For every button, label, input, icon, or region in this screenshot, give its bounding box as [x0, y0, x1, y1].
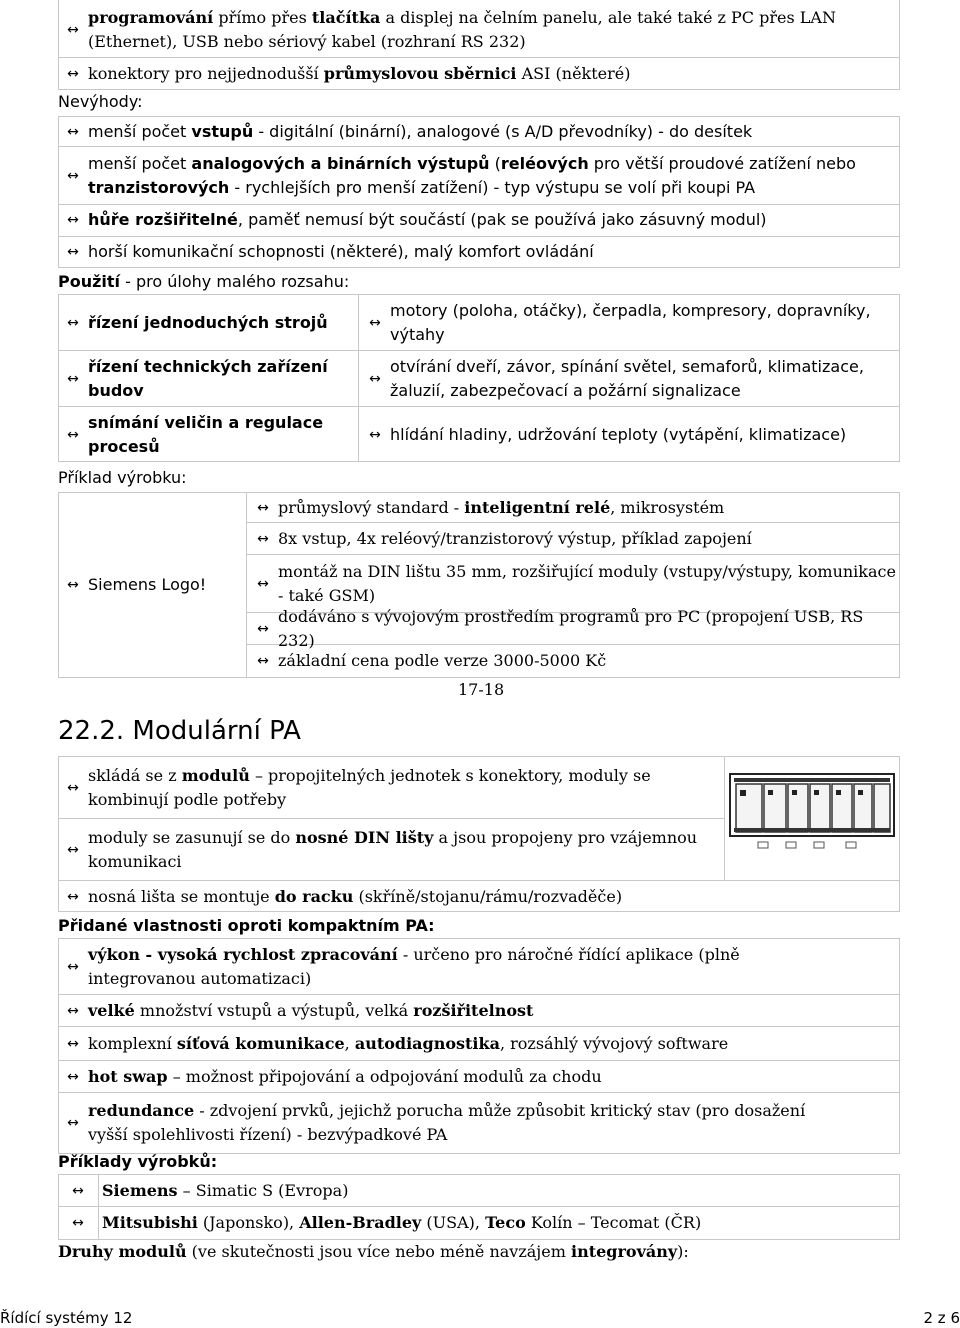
text-run: dodáváno s vývojovým prostředím programů pro PC (propojení USB, RS 232) [278, 607, 864, 650]
pouziti-right-cell [360, 296, 890, 350]
list-item-text [88, 999, 898, 1023]
arrow-icon: ↔ [67, 889, 79, 905]
text-run: 8x vstup, 4x reléový/tranzistorový výstup, příklad zapojení [278, 529, 752, 548]
text-run: – Simatic S (Evropa) [177, 1181, 349, 1200]
list-item-text [88, 764, 724, 812]
list-item [58, 60, 898, 88]
pouziti-left-text: řízení jednoduchých strojů [88, 313, 328, 332]
arrow-icon: ↔ [369, 427, 381, 443]
text-run: , paměť nemusí být součástí (pak se používá jako zásuvný modul) [237, 210, 767, 229]
divider [58, 350, 900, 351]
druhy-text: ): [677, 1242, 689, 1261]
bold-text: síťová komunikace [176, 1034, 345, 1053]
section-title: 22.2. Modulární PA [58, 716, 301, 746]
arrow-icon: ↔ [257, 531, 269, 547]
arrow-icon: ↔ [257, 500, 269, 516]
bold-text: inteligentní relé [464, 498, 611, 517]
arrow-icon: ↔ [67, 168, 79, 184]
list-item [58, 882, 898, 912]
text-run: menší počet [88, 122, 192, 141]
list-item [248, 524, 898, 554]
text-run: moduly se zasunují se do [88, 828, 296, 847]
bold-text: modulů [181, 766, 250, 785]
list-item [58, 1176, 898, 1206]
text-run: a jsou propojeny pro vzájemnou komunikaci [88, 828, 698, 871]
bold-text: Allen-Bradley [299, 1213, 422, 1232]
bold-text: průmyslovou sběrnici [323, 64, 517, 83]
product-label [58, 492, 246, 678]
bold-text: hot swap [88, 1067, 168, 1086]
text-run: komplexní [88, 1034, 177, 1053]
arrow-icon: ↔ [369, 315, 381, 331]
arrow-icon: ↔ [67, 124, 79, 140]
divider [58, 1060, 900, 1061]
list-item-text [88, 1099, 838, 1147]
druhy-line [58, 1240, 689, 1264]
bold-text: programování [88, 8, 214, 27]
text-run: montáž na DIN lištu 35 mm, rozšiřující moduly (vstupy/výstupy, komunikace - také GSM) [278, 562, 896, 605]
arrow-icon: ↔ [67, 371, 79, 387]
page-number: 17-18 [458, 680, 505, 699]
bold-text: vstupů [191, 122, 254, 141]
arrow-icon: ↔ [67, 780, 79, 796]
arrow-icon: ↔ [369, 371, 381, 387]
bold-text: tlačítka [311, 8, 381, 27]
pouziti-right-text: hlídání hladiny, udržování teploty (vytápění, klimatizace) [390, 425, 847, 444]
list-item [248, 556, 898, 612]
text-run: (USA), [421, 1213, 486, 1232]
pouziti-right-text: motory (poloha, otáčky), čerpadla, kompresory, dopravníky, výtahy [390, 301, 871, 344]
bold-text: Siemens [102, 1181, 178, 1200]
text-run: - digitální (binární), analogové (s A/D převodníky) - do desítek [253, 122, 753, 141]
list-item-text [88, 885, 898, 909]
text-run: ASI (některé) [516, 64, 631, 83]
divider [246, 554, 900, 555]
list-item [58, 1028, 898, 1060]
footer-left: Řídící systémy 12 [0, 1309, 133, 1327]
pouziti-left-text: snímání veličin a regulace procesů [88, 413, 324, 456]
druhy-text: (ve skutečnosti jsou více nebo méně navzájem [186, 1242, 571, 1261]
text-run: pro větší proudové zatížení nebo [588, 154, 856, 173]
bold-text: hůře rozšiřitelné [88, 210, 238, 229]
arrow-icon: ↔ [257, 576, 269, 592]
pouziti-heading-rest: - pro úlohy malého rozsahu: [120, 272, 350, 291]
list-item-text [88, 943, 838, 991]
text-run: a displej na čelním panelu, ale také také z PC přes LAN (Ethernet), USB nebo sériový kabel (rozhraní RS 232) [88, 8, 836, 51]
pouziti-right-cell [360, 352, 890, 406]
list-item-text [88, 208, 898, 232]
arrow-icon: ↔ [72, 1183, 84, 1199]
text-run: horší komunikační schopnosti (některé), malý komfort ovládání [88, 242, 594, 261]
list-item-text [88, 240, 898, 264]
text-run: – propojitelných jednotek s konektory, moduly se kombinují podle potřeby [88, 766, 651, 809]
priklad-heading: Příklad výrobku: [58, 468, 187, 487]
arrow-icon: ↔ [67, 66, 79, 82]
bold-text: redundance [88, 1101, 195, 1120]
text-run: (skříně/stojanu/rámu/rozvaděče) [353, 887, 623, 906]
bold-text: autodiagnostika [354, 1034, 500, 1053]
arrow-icon: ↔ [67, 244, 79, 260]
list-item [58, 940, 838, 994]
arrow-icon: ↔ [67, 842, 79, 858]
list-item-text [88, 1065, 898, 1089]
bold-text: tranzistorových [88, 178, 230, 197]
nevyhody-heading: Nevýhody: [58, 92, 143, 111]
arrow-icon: ↔ [67, 1036, 79, 1052]
list-item [58, 150, 888, 202]
pouziti-left-cell [58, 408, 348, 462]
arrow-icon: ↔ [67, 1115, 79, 1131]
list-item [58, 758, 724, 818]
text-run: - rychlejších pro menší zatížení) - typ výstupu se volí při koupi PA [229, 178, 756, 197]
list-item [58, 820, 724, 880]
divider [58, 818, 724, 819]
arrow-icon: ↔ [67, 315, 79, 331]
divider [58, 1092, 900, 1093]
modular-plc-image [728, 762, 896, 874]
list-item-text [98, 1179, 898, 1203]
list-item-text [88, 152, 888, 200]
list-item [58, 996, 898, 1026]
list-item [58, 1208, 898, 1238]
arrow-icon: ↔ [67, 22, 79, 38]
pouziti-heading-bold: Použití [58, 272, 121, 291]
divider [358, 294, 359, 462]
list-item-text [88, 62, 898, 86]
list-item-text [88, 826, 724, 874]
text-run: , mikrosystém [610, 498, 725, 517]
text-run: množství vstupů a výstupů, velká [134, 1001, 414, 1020]
text-run: - zdvojení prvků, jejichž porucha může způsobit kritický stav (pro dosažení vyšší spolehlivosti řízení) - bezvýpadkové PA [88, 1101, 806, 1144]
pouziti-right-cell [360, 408, 890, 462]
divider [58, 880, 900, 881]
arrow-icon: ↔ [257, 621, 269, 637]
divider [246, 522, 900, 523]
list-item-text [88, 1032, 898, 1056]
text-run: základní cena podle verze 3000-5000 Kč [278, 651, 607, 670]
druhy-bold: integrovány [571, 1242, 678, 1261]
druhy-bold: Druhy modulů [58, 1242, 187, 1261]
arrow-icon: ↔ [67, 577, 79, 593]
text-run: skládá se z [88, 766, 182, 785]
text-run: průmyslový standard - [278, 498, 465, 517]
text-run: konektory pro nejjednodušší [88, 64, 324, 83]
text-run: – možnost připojování a odpojování modulů za chodu [167, 1067, 602, 1086]
product-name: Siemens Logo! [88, 575, 207, 594]
list-item-text [88, 6, 898, 54]
pouziti-right-text: otvírání dveří, závor, spínání světel, semaforů, klimatizace, žaluzií, zabezpečovací a požární signalizace [390, 357, 864, 400]
text-run: , [344, 1034, 355, 1053]
pridane-heading: Přidané vlastnosti oproti kompaktním PA: [58, 916, 435, 935]
divider [58, 1206, 900, 1207]
bold-text: do racku [274, 887, 354, 906]
bold-text: Mitsubishi [102, 1213, 198, 1232]
text-run: , rozsáhlý vývojový software [499, 1034, 729, 1053]
arrow-icon: ↔ [72, 1215, 84, 1231]
list-item [248, 646, 898, 676]
bold-text: analogových a binárních výstupů [191, 154, 490, 173]
pouziti-left-cell [58, 352, 348, 406]
divider [58, 146, 900, 147]
list-item [58, 118, 898, 146]
arrow-icon: ↔ [67, 427, 79, 443]
arrow-icon: ↔ [67, 212, 79, 228]
priklady-heading: Příklady výrobků: [58, 1152, 218, 1171]
list-item-text [88, 120, 898, 144]
divider [724, 756, 725, 880]
list-item [58, 238, 898, 266]
bold-text: výkon - vysoká rychlost zpracování [88, 945, 398, 964]
bold-text: velké [88, 1001, 135, 1020]
text-run: Kolín – Tecomat (ČR) [525, 1213, 702, 1232]
text-run: menší počet [88, 154, 192, 173]
arrow-icon: ↔ [257, 653, 269, 669]
list-item-text [278, 496, 898, 520]
divider [58, 1026, 900, 1027]
arrow-icon: ↔ [67, 959, 79, 975]
divider [58, 204, 900, 205]
text-run: ( [489, 154, 501, 173]
divider [58, 994, 900, 995]
list-item [58, 1094, 838, 1152]
list-item [58, 4, 898, 56]
list-item-text [278, 649, 898, 673]
arrow-icon: ↔ [67, 1069, 79, 1085]
bold-text: rozšiřitelnost [413, 1001, 534, 1020]
text-run: nosná lišta se montuje [88, 887, 275, 906]
pouziti-heading [58, 270, 349, 294]
list-item-text [278, 560, 898, 608]
divider [58, 406, 900, 407]
bold-text: reléových [500, 154, 589, 173]
arrow-icon: ↔ [67, 1003, 79, 1019]
text-run: - určeno pro náročné řídící aplikace (plně integrovanou automatizaci) [88, 945, 740, 988]
divider [58, 236, 900, 237]
list-item-text [278, 527, 898, 551]
bold-text: nosné DIN lišty [295, 828, 434, 847]
list-item-text [98, 1211, 898, 1235]
list-item [248, 607, 898, 650]
list-item [248, 494, 898, 522]
pouziti-left-cell [58, 296, 358, 350]
text-run: přímo přes [213, 8, 312, 27]
footer-right: 2 z 6 [923, 1309, 960, 1327]
pouziti-left-text: řízení technických zařízení budov [88, 357, 328, 400]
bold-text: Teco [485, 1213, 526, 1232]
list-item [58, 206, 898, 234]
list-item [58, 1062, 898, 1092]
text-run: (Japonsko), [197, 1213, 300, 1232]
